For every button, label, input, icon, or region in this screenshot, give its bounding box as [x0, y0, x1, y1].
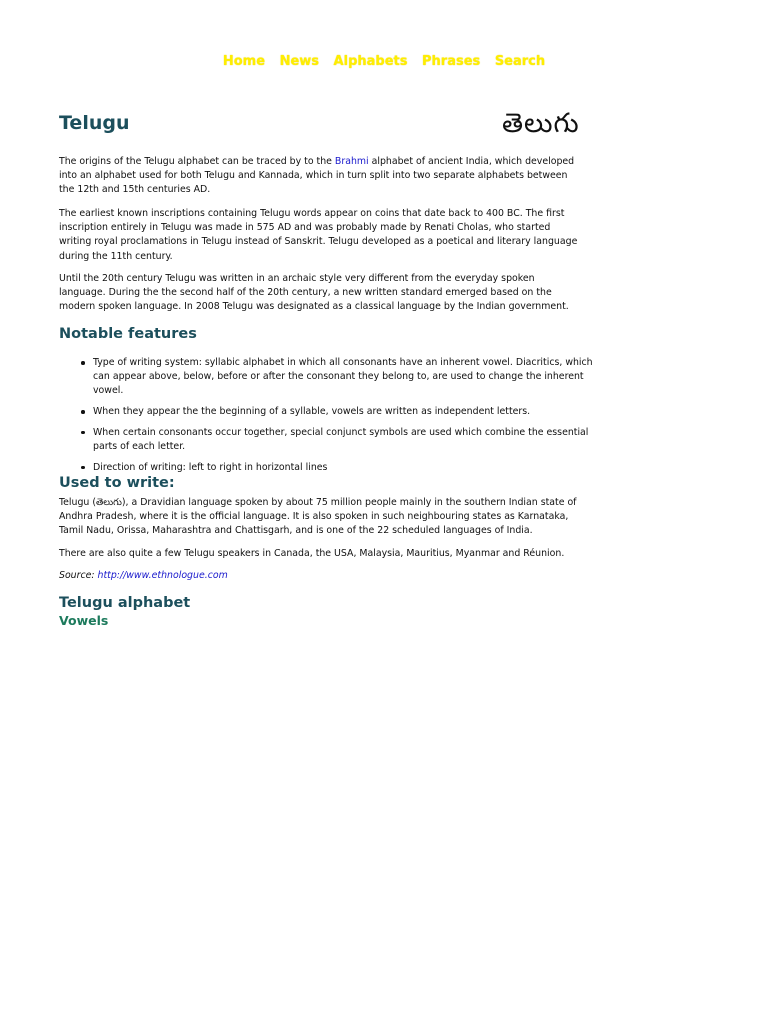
brahmi-link[interactable]: Brahmi [334, 156, 369, 167]
source-label: Source: [59, 570, 98, 581]
list-item: Direction of writing: left to right in horizontal lines [93, 461, 604, 475]
ethnologue-link[interactable]: http://www.ethnologue.com [97, 570, 228, 581]
intro-text-end: alphabet of ancient India, which developed into an alphabet used for both Telugu and Kannada, which in turn split into two separate alphabets between the 12th and 15th centuries AD. [59, 156, 575, 196]
notable-features-heading: Notable features [59, 326, 197, 342]
intro-text-start: The origins of the Telugu alphabet can be traced by to the [59, 156, 335, 167]
vowels-heading: Vowels [59, 613, 109, 628]
used-to-write-heading: Used to write: [59, 475, 175, 491]
nav-news-link[interactable]: News [279, 54, 320, 69]
list-item: When they appear the the beginning of a syllable, vowels are written as independent letters. [93, 405, 604, 419]
features-list [59, 356, 604, 481]
top-nav [0, 54, 768, 69]
nav-home-link[interactable]: Home [222, 54, 266, 69]
page-title: Telugu [59, 112, 130, 134]
list-item: Type of writing system: syllabic alphabet in which all consonants have an inherent vowel. Diacritics, which can appear above, below, before or after the consonant they belong to, are used to change the inherent vowel. [93, 356, 604, 399]
nav-search-link[interactable]: Search [494, 54, 546, 69]
intro-paragraph [59, 155, 579, 198]
diaspora-paragraph: There are also quite a few Telugu speakers in Canada, the USA, Malaysia, Mauritius, Myanmar and Réunion. [59, 548, 565, 559]
list-item: When certain consonants occur together, special conjunct symbols are used which combine the essential parts of each letter. [93, 426, 604, 454]
speakers-paragraph: Telugu (తెలుగు), a Dravidian language spoken by about 75 million people mainly in the southern Indian state of Andhra Pradesh, where it is the official language. It is also spoken in such neighbouring states as Karnataka, Tamil Nadu, Orissa, Maharashtra and Chattisgarh, and is one of the 22 scheduled languages of India. [59, 497, 577, 537]
source-line [59, 570, 228, 581]
modern-standard-paragraph: Until the 20th century Telugu was written in an archaic style very different from the everyday spoken language. During the the second half of the 20th century, a new written standard emerged based on the modern spoken language. In 2008 Telugu was designated as a classical language by the Indian government. [59, 273, 569, 313]
inscriptions-paragraph: The earliest known inscriptions containing Telugu words appear on coins that date back to 400 BC. The first inscription entirely in Telugu was made in 575 AD and was probably made by Renati Cholas, who started writing royal proclamations in Telugu instead of Sanskrit. Telugu developed as a poetical and literary language during the 11th century. [59, 208, 578, 262]
nav-alphabets-link[interactable]: Alphabets [333, 54, 408, 69]
telugu-script-title: తెలుగు [502, 108, 580, 139]
telugu-alphabet-heading: Telugu alphabet [59, 595, 191, 611]
nav-phrases-link[interactable]: Phrases [422, 54, 481, 69]
